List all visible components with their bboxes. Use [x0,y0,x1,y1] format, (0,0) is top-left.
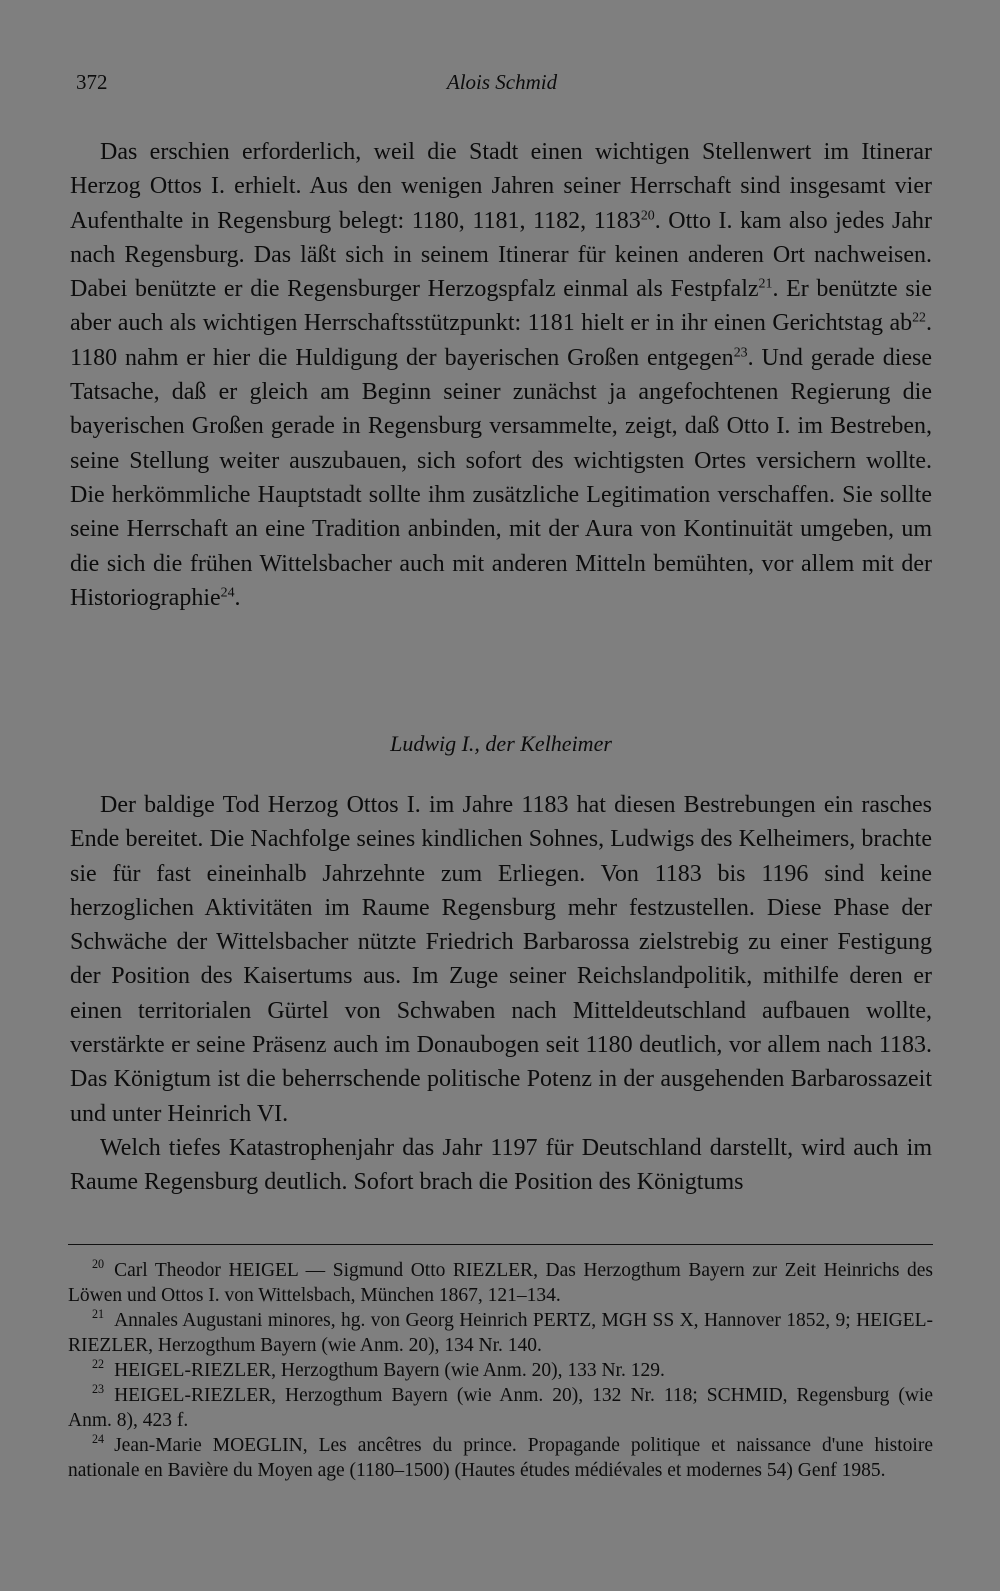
footnote-ref: 23 [733,345,748,361]
footnote-text: HEIGEL-RIEZLER, Herzogthum Bayern (wie Anm. 20), 132 Nr. 118; SCHMID, Regensburg (wie Anm. 8), 423 f. [68,1385,933,1431]
paragraph-text: . Und gerade diese Tatsache, daß er gleich am Beginn seiner zunächst ja angefochtenen Regierung die bayerischen Großen gerade in Regensburg versammelte, zeigt, daß Otto I. im Bestreben, seine Stellung weiter auszubauen, sich sofort des wichtigsten Ortes versichern wollte. Die herkömmliche Hauptstadt sollte ihm zusätzliche Legitimation verschaffen. Sie sollte seine Herrschaft an eine Tradition anbinden, mit der Aura von Kontinuität umgeben, um die sich die frühen Wittelsbacher auch mit anderen Mitteln bemühten, vor allem mit der Historiographie [70,344,933,611]
footnote [68,1383,933,1433]
footnote-text: Jean-Marie MOEGLIN, Les ancêtres du prince. Propagande politique et naissance d'une histoire nationale en Bavière du Moyen age (1180–1500) (Hautes études médiévales et modernes 54) Genf 1985. [68,1435,933,1481]
footnote-number: 21 [92,1307,105,1322]
paragraph-text: . 1180 nahm er hier die Huldigung der bayerischen Großen entgegen [70,310,932,371]
footnote-number: 20 [92,1257,105,1272]
running-head: Alois Schmid [446,70,558,94]
footnote-ref: 24 [220,585,235,601]
page-number: 372 [76,70,108,94]
footnote-number: 23 [92,1382,105,1397]
footnote [68,1358,933,1383]
footnote [68,1433,933,1483]
paragraph: Der baldige Tod Herzog Ottos I. im Jahre 1183 hat diesen Bestrebungen ein rasches Ende bereitet. Die Nachfolge seines kindlichen Sohnes, Ludwigs des Kelheimers, brachte sie für fast eineinhalb Jahrzehnte zum Erliegen. Von 1183 bis 1196 sind keine herzoglichen Aktivitäten im Raume Regensburg mehr festzustellen. Diese Phase der Schwäche der Wittelsbacher nützte Friedrich Barbarossa zielstrebig zu einer Festigung der Position des Kaisertums aus. Im Zuge seiner Reichslandpolitik, mithilfe deren er einen territorialen Gürtel von Schwaben nach Mitteldeutschland aufbauen wollte, verstärkte er seine Präsenz auch im Donaubogen seit 1180 deutlich, vor allem nach 1183. Das Königtum ist die beherrschende politische Potenz in der ausgehenden Barbarossazeit und unter Heinrich VI. [70,792,932,1127]
paragraph-text: . Otto I. kam also jedes Jahr nach Regensburg. Das läßt sich in seinem Itinerar für keinen anderen Ort nachweisen. Dabei benützte er die Regensburger Herzogspfalz einmal als Festpfalz [70,207,932,303]
section-2-body [70,788,932,1200]
footnote-text: Carl Theodor HEIGEL — Sigmund Otto RIEZLER, Das Herzogthum Bayern zur Zeit Heinrichs des Löwen und Ottos I. von Wittelsbach, München 1867, 121–134. [68,1260,933,1306]
footnote-divider [68,1244,933,1245]
footnote-ref: 20 [640,207,655,223]
footnote-number: 24 [92,1432,105,1447]
footnote-text: HEIGEL-RIEZLER, Herzogthum Bayern (wie Anm. 20), 133 Nr. 129. [114,1360,665,1381]
paragraph [70,135,932,615]
section-1-body [70,135,932,615]
footnote-number: 22 [92,1357,105,1372]
footnote-ref: 22 [912,310,926,326]
footnote-ref: 21 [758,276,773,292]
paragraph-text: . [234,584,241,611]
footnote-text: Annales Augustani minores, hg. von Georg Heinrich PERTZ, MGH SS X, Hannover 1852, 9; HEIGEL-RIEZLER, Herzogthum Bayern (wie Anm. 20), 134 Nr. 140. [68,1310,933,1356]
paragraph-text: Das erschien erforderlich, weil die Stadt einen wichtigen Stellenwert im Itinerar Herzog Ottos I. erhielt. Aus den wenigen Jahren seiner Herrschaft sind insgesamt vier Aufenthalte in Regensburg belegt: 1180, 1181, 1182, 1183 [70,139,932,234]
page-header [76,70,928,100]
paragraph-text: . Er benützte sie aber auch als wichtigen Herrschaftsstützpunkt: 1181 hielt er in ihr einen Gerichtstag ab [70,276,933,337]
footnote [68,1308,933,1358]
footnotes [68,1258,933,1483]
footnote [68,1258,933,1308]
section-heading: Ludwig I., der Kelheimer [390,731,612,756]
paragraph: Welch tiefes Katastrophenjahr das Jahr 1197 für Deutschland darstellt, wird auch im Raume Regensburg deutlich. Sofort brach die Position des Königtums [70,1134,932,1196]
